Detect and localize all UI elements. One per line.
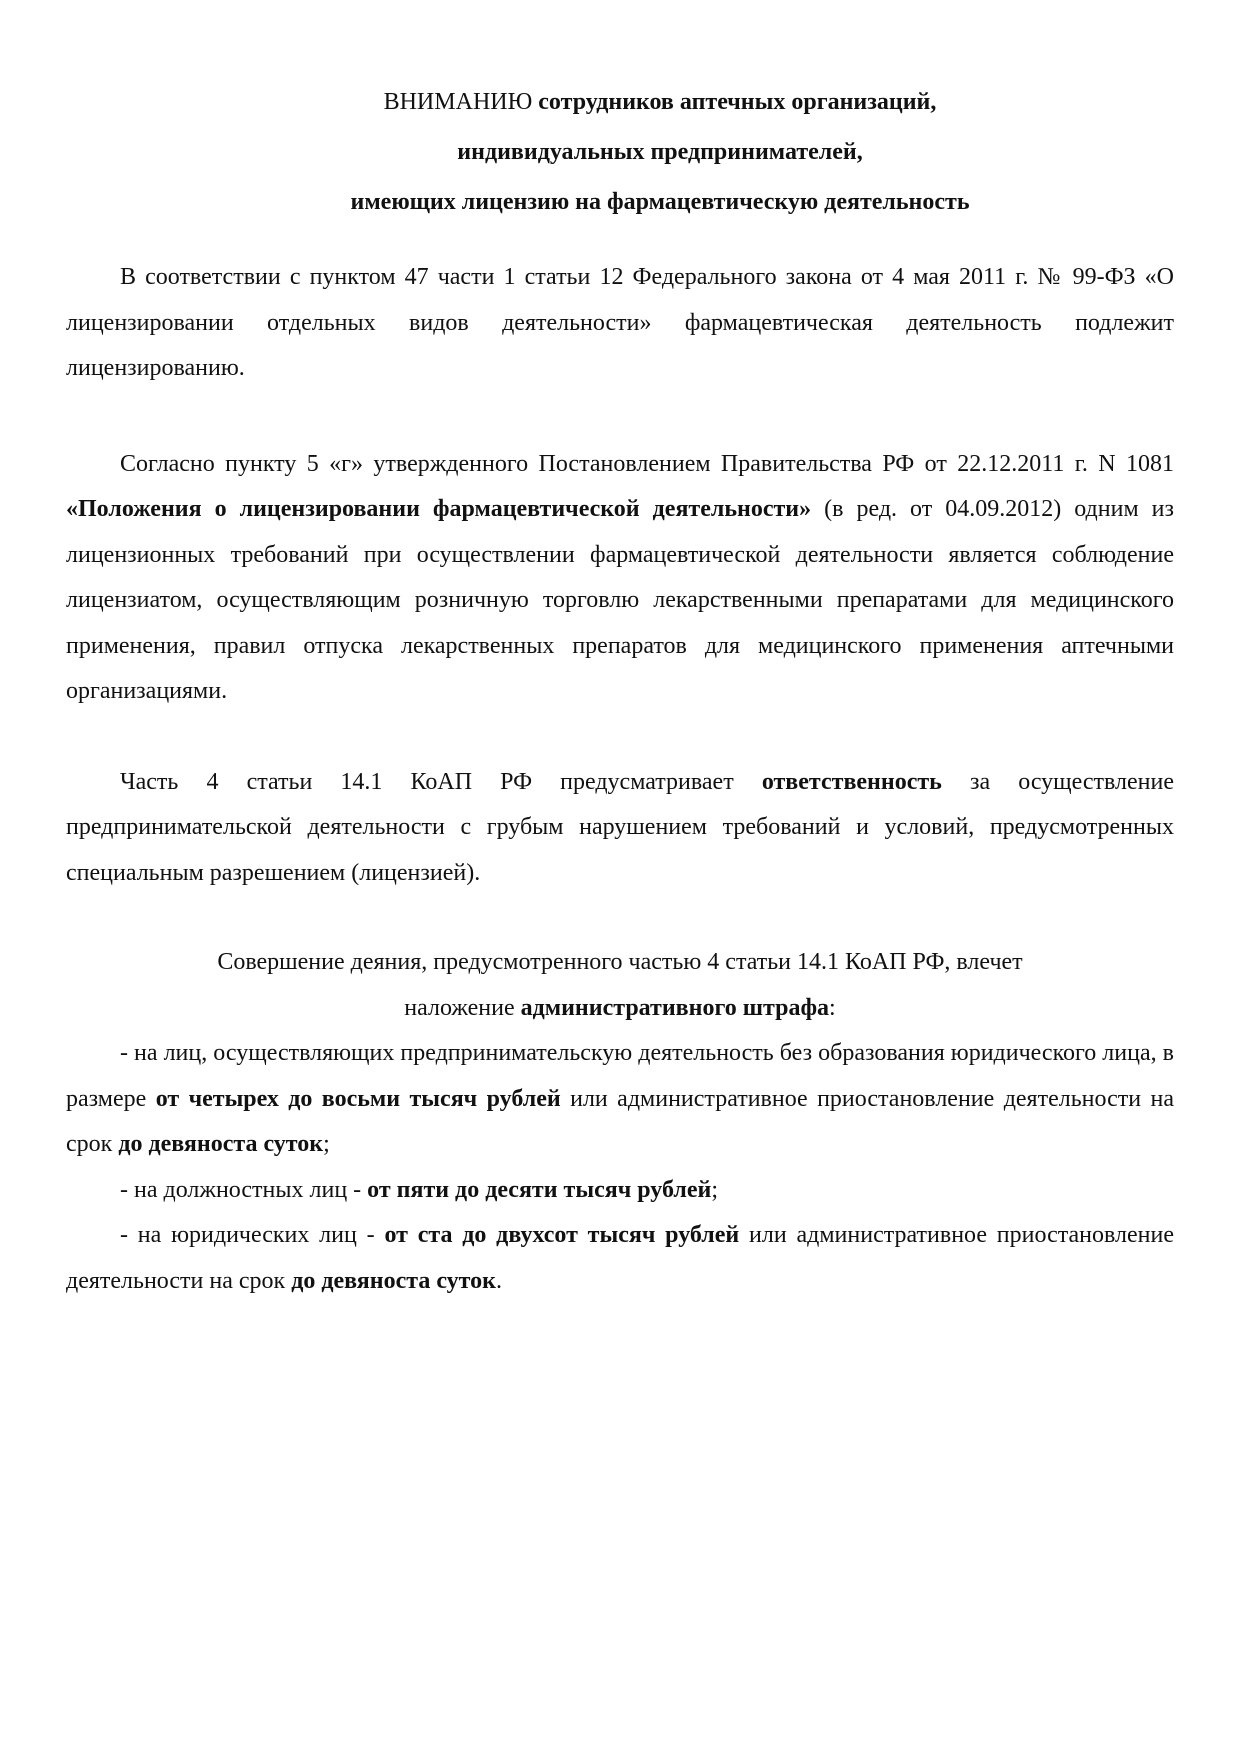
- paragraph-liability: [66, 760, 1174, 897]
- notice-heading: [210, 77, 1110, 227]
- penalty-intro-line-2: [66, 986, 1174, 1032]
- heading-line-3: имеющих лицензию на фармацевтическую деятельность: [350, 189, 970, 215]
- penalty-item-legal-entities-end: .: [495, 1267, 502, 1294]
- penalty-item-officials: [66, 1168, 1174, 1214]
- penalty-item-legal-entities-term: до девяноста суток: [291, 1267, 496, 1294]
- penalty-item-legal-entities-before: - на юридических лиц -: [120, 1222, 385, 1248]
- paragraph-regulation-after: (в ред. от 04.09.2012) одним из лицензионных требований при осуществлении фармацевтической деятельности является соблюдение лицензиатом, осуществляющим розничную торговлю лекарственными препаратами для медицинского применения, правил отпуска лекарственных препаратов для медицинского применения аптечными организациями.: [66, 496, 1174, 704]
- document-body: [66, 255, 1174, 1304]
- penalty-item-legal-entities-amount: от ста до двухсот тысяч рублей: [384, 1222, 740, 1248]
- penalty-item-officials-before: - на должностных лиц -: [120, 1176, 368, 1203]
- heading-line-1-plain: ВНИМАНИЮ: [383, 89, 539, 115]
- paragraph-law-reference: В соответствии с пунктом 47 части 1 статьи 12 Федерального закона от 4 мая 2011 г. № 99-ФЗ «О лицензировании отдельных видов деятельности» фармацевтическая деятельность подлежит лицензированию.: [66, 264, 1174, 381]
- penalty-item-entrepreneurs-before: - на лиц, осуществляющих предпринимательскую деятельность без образования юридического лица, в размере: [66, 1040, 1174, 1112]
- penalty-intro-line-2-bold: административного штрафа: [520, 994, 830, 1021]
- paragraph-regulation-before: Согласно пункту 5 «г» утвержденного Постановлением Правительства РФ от 22.12.2011 г. N 1081: [120, 450, 1174, 477]
- penalty-intro-line-2-end: :: [829, 994, 836, 1021]
- penalty-item-entrepreneurs-end: ;: [323, 1131, 330, 1157]
- paragraph-regulation-bold: «Положения о лицензировании фармацевтической деятельности»: [66, 496, 812, 522]
- penalty-intro-line-1: Совершение деяния, предусмотренного частью 4 статьи 14.1 КоАП РФ, влечет: [217, 949, 1023, 975]
- penalty-item-entrepreneurs-middle: или административное приостановление деятельности на срок: [66, 1085, 1174, 1157]
- penalty-item-entrepreneurs-term: до девяноста суток: [118, 1131, 324, 1157]
- paragraph-liability-after: за осуществление предпринимательской деятельности с грубым нарушением требований и условий, предусмотренных специальным разрешением (лицензией).: [66, 768, 1175, 886]
- penalty-intro-line-2-plain: наложение: [404, 994, 521, 1021]
- penalty-intro: [66, 940, 1174, 1031]
- penalty-item-entrepreneurs-amount: от четырех до восьми тысяч рублей: [155, 1085, 561, 1112]
- heading-line-1: [210, 77, 1110, 127]
- penalty-item-entrepreneurs: [66, 1031, 1174, 1168]
- paragraph-liability-before: Часть 4 статьи 14.1 КоАП РФ предусматривает: [120, 768, 762, 795]
- paragraph-regulation: [66, 442, 1174, 715]
- penalty-item-legal-entities: [66, 1213, 1174, 1304]
- heading-line-2: индивидуальных предпринимателей,: [457, 139, 863, 165]
- penalty-item-officials-end: ;: [711, 1176, 718, 1203]
- penalty-item-legal-entities-middle: или административное приостановление деятельности на срок: [66, 1222, 1175, 1294]
- heading-line-1-bold: сотрудников аптечных организаций,: [538, 89, 937, 115]
- penalty-item-officials-amount: от пяти до десяти тысяч рублей: [367, 1176, 712, 1203]
- paragraph-liability-bold: ответственность: [761, 768, 942, 795]
